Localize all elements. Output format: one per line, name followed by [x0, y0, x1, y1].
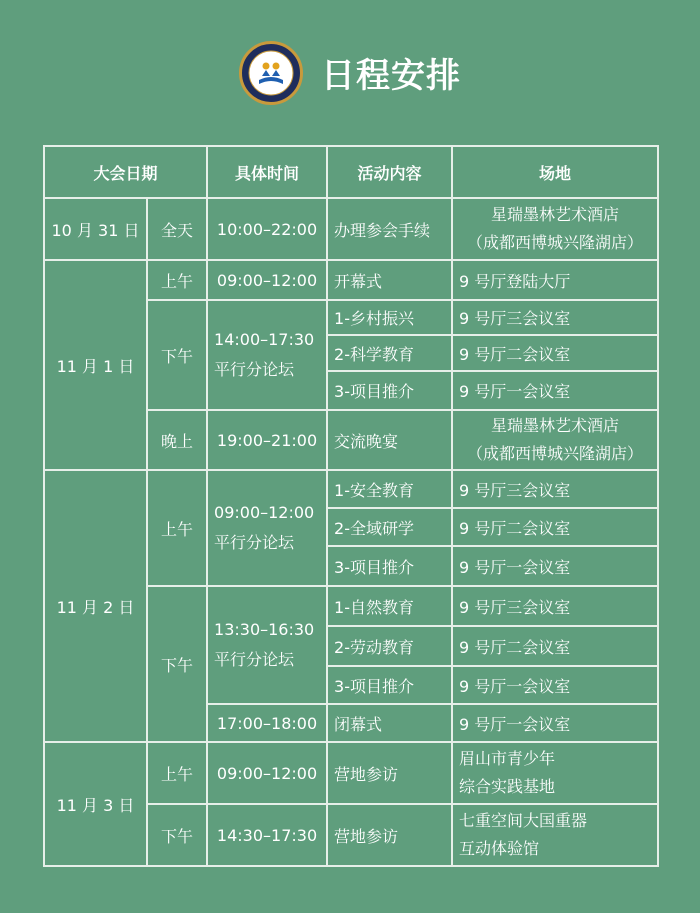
table-row — [44, 470, 658, 508]
venue-cell: 9 号厅三会议室 — [452, 300, 658, 335]
time-cell — [207, 300, 327, 410]
date-cell: 11 月 3 日 — [44, 742, 147, 866]
content-cell: 1-安全教育 — [327, 470, 452, 508]
content-cell: 1-乡村振兴 — [327, 300, 452, 335]
header-time: 具体时间 — [207, 146, 327, 198]
table-row — [44, 198, 658, 260]
venue-cell: 9 号厅三会议室 — [452, 470, 658, 508]
content-cell: 营地参访 — [327, 804, 452, 866]
time-range: 14:00–17:30 — [214, 330, 315, 349]
header-venue: 场地 — [452, 146, 658, 198]
time-cell — [207, 586, 327, 704]
session-type: 平行分论坛 — [214, 533, 295, 552]
venue-line: （成都西博城兴隆湖店） — [467, 233, 644, 252]
date-cell: 10 月 31 日 — [44, 198, 147, 260]
header-content: 活动内容 — [327, 146, 452, 198]
session-type: 平行分论坛 — [214, 650, 295, 669]
period-cell: 下午 — [147, 586, 207, 742]
table-header-row — [44, 146, 658, 198]
venue-line: 星瑞墨林艺术酒店 — [491, 205, 620, 224]
venue-cell: 9 号厅登陆大厅 — [452, 260, 658, 300]
content-cell: 闭幕式 — [327, 704, 452, 742]
venue-line: （成都西博城兴隆湖店） — [467, 444, 644, 463]
venue-cell: 9 号厅二会议室 — [452, 626, 658, 666]
date-cell: 11 月 2 日 — [44, 470, 147, 742]
venue-cell: 9 号厅一会议室 — [452, 371, 658, 410]
venue-line: 星瑞墨林艺术酒店 — [491, 416, 620, 435]
date-cell: 11 月 1 日 — [44, 260, 147, 470]
venue-cell — [452, 198, 658, 260]
period-cell: 上午 — [147, 470, 207, 586]
time-cell: 09:00–12:00 — [207, 260, 327, 300]
venue-cell: 9 号厅三会议室 — [452, 586, 658, 626]
content-cell: 3-项目推介 — [327, 546, 452, 586]
period-cell: 上午 — [147, 742, 207, 804]
content-cell: 2-全域研学 — [327, 508, 452, 546]
venue-cell: 9 号厅一会议室 — [452, 704, 658, 742]
time-cell: 10:00–22:00 — [207, 198, 327, 260]
venue-cell: 9 号厅二会议室 — [452, 508, 658, 546]
page-title: 日程安排 — [321, 56, 461, 96]
period-cell: 下午 — [147, 804, 207, 866]
venue-line: 互动体验馆 — [459, 839, 540, 858]
time-cell: 09:00–12:00 — [207, 742, 327, 804]
venue-cell: 9 号厅一会议室 — [452, 546, 658, 586]
period-cell: 下午 — [147, 300, 207, 410]
content-cell: 2-劳动教育 — [327, 626, 452, 666]
table-row — [44, 260, 658, 300]
table-row — [44, 742, 658, 804]
period-cell: 晚上 — [147, 410, 207, 470]
venue-cell — [452, 804, 658, 866]
venue-line: 综合实践基地 — [459, 777, 556, 796]
venue-cell — [452, 410, 658, 470]
time-range: 09:00–12:00 — [214, 503, 315, 522]
content-cell: 2-科学教育 — [327, 335, 452, 371]
venue-line: 七重空间大国重器 — [459, 811, 588, 830]
period-cell: 全天 — [147, 198, 207, 260]
time-range: 13:30–16:30 — [214, 620, 315, 639]
content-cell: 3-项目推介 — [327, 371, 452, 410]
content-cell: 3-项目推介 — [327, 666, 452, 704]
session-type: 平行分论坛 — [214, 360, 295, 379]
period-cell: 上午 — [147, 260, 207, 300]
venue-cell — [452, 742, 658, 804]
venue-line: 眉山市青少年 — [459, 749, 556, 768]
time-cell: 19:00–21:00 — [207, 410, 327, 470]
page-header — [0, 0, 700, 145]
time-cell — [207, 470, 327, 586]
organization-logo — [239, 41, 303, 105]
content-cell: 交流晚宴 — [327, 410, 452, 470]
content-cell: 办理参会手续 — [327, 198, 452, 260]
time-cell: 17:00–18:00 — [207, 704, 327, 742]
header-date: 大会日期 — [44, 146, 207, 198]
venue-cell: 9 号厅一会议室 — [452, 666, 658, 704]
schedule-table — [43, 145, 659, 867]
venue-cell: 9 号厅二会议室 — [452, 335, 658, 371]
content-cell: 营地参访 — [327, 742, 452, 804]
content-cell: 1-自然教育 — [327, 586, 452, 626]
time-cell: 14:30–17:30 — [207, 804, 327, 866]
content-cell: 开幕式 — [327, 260, 452, 300]
